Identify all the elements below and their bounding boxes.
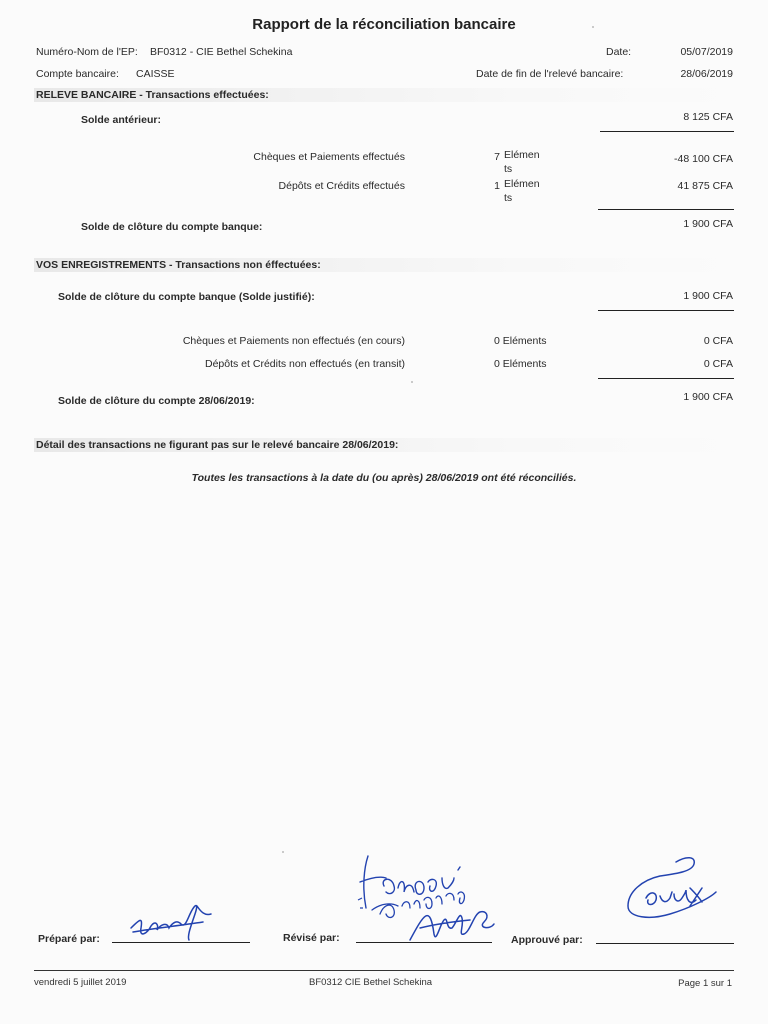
previous-balance-label: Solde antérieur: bbox=[81, 114, 161, 126]
detail-heading: Détail des transactions ne figurant pas sur le relevé bancaire 28/06/2019: bbox=[36, 439, 399, 451]
ep-label: Numéro-Nom de l'EP: bbox=[36, 46, 138, 58]
approved-signature bbox=[620, 852, 720, 924]
account-closing-label: Solde de clôture du compte 28/06/2019: bbox=[58, 395, 255, 407]
scan-speck bbox=[282, 851, 284, 853]
justified-balance-label: Solde de clôture du compte banque (Solde justifié): bbox=[58, 291, 315, 303]
scan-speck bbox=[411, 381, 413, 383]
approved-signature-line bbox=[596, 943, 734, 944]
prepared-signature bbox=[125, 898, 215, 946]
justified-balance-value: 1 900 CFA bbox=[683, 290, 733, 302]
deposits-count: 1 bbox=[494, 180, 500, 192]
pending-payments-count: 0 Eléments bbox=[494, 335, 547, 347]
ep-value: BF0312 - CIE Bethel Schekina bbox=[150, 46, 293, 58]
deposits-value: 41 875 CFA bbox=[677, 180, 733, 192]
payments-count-unit-wrap: ts bbox=[504, 163, 513, 175]
footer-rule bbox=[34, 970, 734, 971]
total-rule bbox=[600, 131, 734, 132]
footer-center: BF0312 CIE Bethel Schekina bbox=[309, 977, 433, 988]
reviewed-label: Révisé par: bbox=[283, 932, 340, 944]
bank-closing-value: 1 900 CFA bbox=[683, 218, 733, 230]
total-rule bbox=[598, 378, 734, 379]
prepared-label: Préparé par: bbox=[38, 933, 100, 945]
payments-count: 7 bbox=[494, 151, 500, 163]
deposits-count-unit-wrap: ts bbox=[504, 192, 513, 204]
end-date-value: 28/06/2019 bbox=[680, 68, 733, 80]
page-title: Rapport de la réconciliation bancaire bbox=[252, 16, 516, 33]
end-date-label: Date de fin de l'relevé bancaire: bbox=[476, 68, 624, 80]
pending-payments-label: Chèques et Paiements non effectués (en cours) bbox=[182, 335, 405, 347]
payments-count-unit: Elémen bbox=[504, 149, 540, 161]
account-label: Compte bancaire: bbox=[36, 68, 119, 80]
footer-date: vendredi 5 juillet 2019 bbox=[34, 977, 127, 988]
records-heading: VOS ENREGISTREMENTS - Transactions non éffectuées: bbox=[36, 259, 321, 271]
date-value: 05/07/2019 bbox=[680, 46, 733, 58]
previous-balance-value: 8 125 CFA bbox=[683, 111, 733, 123]
total-rule bbox=[598, 209, 734, 210]
pending-deposits-label: Dépôts et Crédits non effectués (en transit) bbox=[205, 358, 405, 370]
reconciled-note: Toutes les transactions à la date du (ou après) 28/06/2019 ont été réconciliés. bbox=[191, 472, 577, 484]
pending-deposits-value: 0 CFA bbox=[703, 358, 733, 370]
date-label: Date: bbox=[606, 46, 632, 58]
pending-deposits-count: 0 Eléments bbox=[494, 358, 547, 370]
approved-label: Approuvé par: bbox=[511, 934, 583, 946]
payments-value: -48 100 CFA bbox=[674, 153, 733, 165]
pending-payments-value: 0 CFA bbox=[703, 335, 733, 347]
account-closing-value: 1 900 CFA bbox=[683, 391, 733, 403]
deposits-count-unit: Elémen bbox=[504, 178, 540, 190]
payments-label: Chèques et Paiements effectués bbox=[253, 151, 405, 163]
account-value: CAISSE bbox=[136, 68, 175, 80]
footer-page: Page 1 sur 1 bbox=[678, 978, 732, 989]
total-rule bbox=[598, 310, 734, 311]
scan-speck bbox=[592, 26, 594, 28]
reviewed-signature-line bbox=[356, 942, 492, 943]
deposits-label: Dépôts et Crédits effectués bbox=[278, 180, 405, 192]
prepared-signature-line bbox=[112, 942, 250, 943]
bank-statement-heading: RELEVE BANCAIRE - Transactions effectuées: bbox=[36, 89, 269, 101]
bank-closing-label: Solde de clôture du compte banque: bbox=[81, 221, 263, 233]
